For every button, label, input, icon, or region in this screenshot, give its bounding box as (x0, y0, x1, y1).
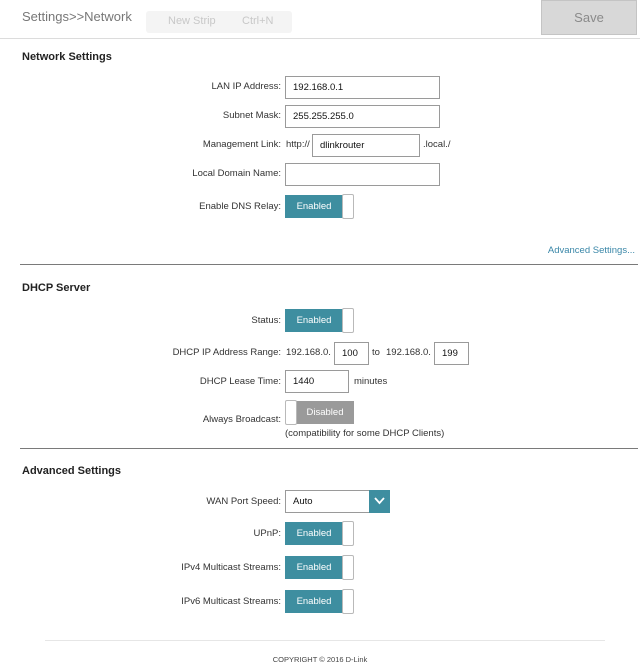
dhcp-range-to: to (372, 347, 380, 358)
always-broadcast-note: (compatibility for some DHCP Clients) (285, 428, 445, 439)
ipv4-multicast-toggle[interactable] (285, 556, 355, 579)
upnp-label: UPnP: (253, 528, 281, 539)
chevron-down-icon[interactable] (369, 490, 390, 513)
save-button[interactable]: Save (541, 0, 637, 35)
wan-port-speed-select[interactable] (285, 490, 390, 513)
dhcp-range-start-prefix: 192.168.0. (286, 347, 331, 358)
dhcp-range-start-input[interactable]: 100 (334, 342, 369, 365)
dhcp-status-label: Status: (251, 315, 281, 326)
ipv4-multicast-state: Enabled (285, 556, 343, 579)
ipv4-multicast-label: IPv4 Multicast Streams: (181, 562, 281, 573)
management-link-prefix: http:// (286, 139, 310, 150)
local-domain-input[interactable] (285, 163, 440, 186)
dhcp-server-heading: DHCP Server (22, 282, 91, 294)
dhcp-status-state: Enabled (285, 309, 343, 332)
page-title: Settings>>Network (22, 9, 132, 24)
management-link-suffix: .local./ (423, 139, 451, 150)
copyright-text: COPYRIGHT © 2016 D-Link (272, 655, 368, 664)
advanced-settings-heading: Advanced Settings (22, 465, 122, 477)
wan-port-speed-value: Auto (293, 496, 313, 507)
subnet-mask-label: Subnet Mask: (222, 110, 281, 121)
local-domain-label: Local Domain Name: (192, 168, 281, 179)
toggle-knob (342, 555, 354, 580)
toggle-knob (342, 308, 354, 333)
header-divider (0, 38, 640, 39)
toggle-knob (342, 521, 354, 546)
dns-relay-toggle[interactable] (285, 195, 355, 218)
advanced-settings-link[interactable]: Advanced Settings... (547, 245, 635, 256)
subnet-mask-input[interactable]: 255.255.255.0 (285, 105, 440, 128)
network-settings-heading: Network Settings (22, 51, 112, 63)
section-divider (20, 448, 638, 449)
dhcp-lease-input[interactable]: 1440 (285, 370, 349, 393)
lan-ip-input[interactable]: 192.168.0.1 (285, 76, 440, 99)
always-broadcast-state: Disabled (296, 401, 354, 424)
always-broadcast-label: Always Broadcast: (202, 414, 281, 425)
toggle-knob (342, 589, 354, 614)
ipv6-multicast-state: Enabled (285, 590, 343, 613)
dns-relay-state: Enabled (285, 195, 343, 218)
ghost-tab (146, 11, 292, 33)
management-link-label: Management Link: (202, 139, 281, 150)
ipv6-multicast-toggle[interactable] (285, 590, 355, 613)
always-broadcast-toggle[interactable] (285, 401, 355, 424)
page-header (0, 0, 640, 38)
lan-ip-label: LAN IP Address: (211, 81, 281, 92)
ghost-tab-shortcut: Ctrl+N (242, 15, 274, 27)
ghost-tab-label: New Strip (168, 15, 216, 27)
dhcp-lease-label: DHCP Lease Time: (199, 376, 281, 387)
dhcp-range-end-prefix: 192.168.0. (386, 347, 431, 358)
dns-relay-label: Enable DNS Relay: (199, 201, 281, 212)
ipv6-multicast-label: IPv6 Multicast Streams: (181, 596, 281, 607)
management-link-input[interactable]: dlinkrouter (312, 134, 420, 157)
toggle-knob (342, 194, 354, 219)
dhcp-range-end-input[interactable]: 199 (434, 342, 469, 365)
dhcp-status-toggle[interactable] (285, 309, 355, 332)
dhcp-range-label: DHCP IP Address Range: (172, 347, 281, 358)
footer-divider (45, 640, 605, 641)
wan-port-speed-label: WAN Port Speed: (206, 496, 281, 507)
upnp-toggle[interactable] (285, 522, 355, 545)
section-divider (20, 264, 638, 265)
toggle-knob (285, 400, 297, 425)
dhcp-lease-unit: minutes (354, 376, 388, 387)
upnp-state: Enabled (285, 522, 343, 545)
